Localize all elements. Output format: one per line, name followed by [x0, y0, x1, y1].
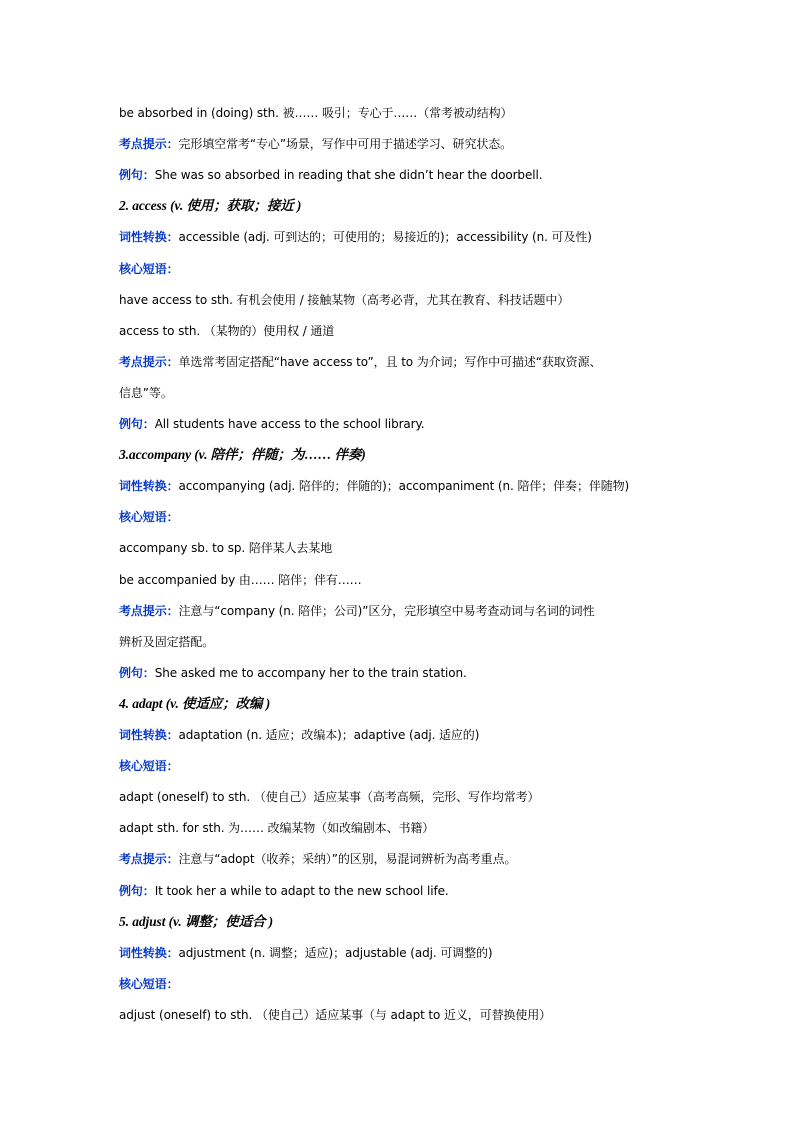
doc-line-phrase: [119, 539, 754, 557]
doc-line-heading: [119, 446, 754, 464]
doc-line-heading: [119, 913, 754, 931]
label-example: 例句：: [119, 665, 155, 680]
entry-heading: 5. adjust (v. 调整；使适合 ): [119, 913, 274, 929]
doc-line-conversion: [119, 228, 754, 246]
label-phrases: 核心短语：: [119, 510, 179, 525]
doc-line-example: [119, 415, 754, 433]
line-text: 单选常考固定搭配“have access to”，且 to 为介词；写作中可描述“获取资源、: [178, 354, 602, 369]
doc-line-phrase: [119, 104, 754, 122]
label-example: 例句：: [119, 883, 155, 898]
label-tip: 考点提示：: [119, 603, 179, 618]
doc-line-phrase: [119, 322, 754, 340]
line-text: 注意与“company (n. 陪伴；公司)”区分，完形填空中易考查动词与名词的词性: [178, 603, 595, 618]
doc-line-example: [119, 664, 754, 682]
line-text: It took her a while to adapt to the new school life.: [154, 883, 449, 898]
doc-line-phrases: [119, 757, 754, 775]
doc-line-tip: [119, 353, 754, 371]
line-text: She was so absorbed in reading that she didn’t hear the doorbell.: [154, 168, 543, 183]
label-conversion: 词性转换：: [119, 479, 179, 494]
line-text: access to sth. （某物的）使用权 / 通道: [119, 323, 335, 338]
doc-line-phrases: [119, 975, 754, 993]
label-phrases: 核心短语：: [119, 976, 179, 991]
entry-heading: 2. access (v. 使用；获取；接近 ): [119, 198, 302, 214]
line-text: 注意与“adopt（收养；采纳）”的区别，易混词辨析为高考重点。: [178, 852, 517, 867]
line-text: accompanying (adj. 陪伴的；伴随的)；accompaniment (n. 陪伴；伴奏；伴随物): [178, 479, 630, 494]
label-tip: 考点提示：: [119, 852, 179, 867]
entry-heading: 3.accompany (v. 陪伴；伴随；为…… 伴奏): [119, 447, 366, 463]
line-text: adapt sth. for sth. 为…… 改编某物（如改编剧本、书籍）: [119, 821, 435, 836]
doc-line-example: [119, 166, 754, 184]
line-text: adjust (oneself) to sth. （使自己）适应某事（与 adapt to 近义，可替换使用）: [119, 1007, 552, 1022]
doc-line-tip: [119, 850, 754, 868]
label-phrases: 核心短语：: [119, 261, 179, 276]
label-example: 例句：: [119, 417, 155, 431]
line-text: 信息”等。: [119, 385, 173, 400]
doc-line-conversion: [119, 726, 754, 744]
doc-line-phrase: [119, 788, 754, 806]
line-text: 辨析及固定搭配。: [119, 634, 215, 649]
line-text: adjustment (n. 调整；适应)；adjustable (adj. 可调整的): [178, 945, 493, 960]
line-text: have access to sth. 有机会使用 / 接触某物（高考必背，尤其在教育、科技话题中）: [119, 292, 570, 307]
doc-line-heading: [119, 695, 754, 713]
label-conversion: 词性转换：: [119, 230, 179, 245]
doc-line-example: [119, 882, 754, 900]
doc-line-phrases: [119, 260, 754, 278]
line-text: be accompanied by 由…… 陪伴；伴有……: [119, 572, 362, 587]
label-conversion: 词性转换：: [119, 945, 179, 960]
doc-line-conversion: [119, 944, 754, 962]
doc-line-heading: [119, 197, 754, 215]
doc-line-phrase: [119, 571, 754, 589]
doc-line-conversion: [119, 477, 754, 495]
line-text: She asked me to accompany her to the train station.: [154, 665, 467, 680]
label-phrases: 核心短语：: [119, 759, 179, 774]
line-text: adaptation (n. 适应；改编本)；adaptive (adj. 适应的): [178, 728, 480, 742]
doc-line-tip: [119, 135, 754, 153]
line-text: accessible (adj. 可到达的；可使用的；易接近的)；accessibility (n. 可及性): [178, 230, 592, 245]
line-text: adapt (oneself) to sth. （使自己）适应某事（高考高频，完形、写作均常考）: [119, 790, 540, 805]
doc-line-cont: [119, 633, 754, 651]
entry-heading: 4. adapt (v. 使适应；改编 ): [119, 695, 271, 711]
label-tip: 考点提示：: [119, 137, 179, 152]
label-conversion: 词性转换：: [119, 728, 179, 742]
line-text: be absorbed in (doing) sth. 被…… 吸引；专心于……（常考被动结构）: [119, 106, 513, 120]
doc-line-phrases: [119, 508, 754, 526]
label-tip: 考点提示：: [119, 354, 179, 369]
line-text: accompany sb. to sp. 陪伴某人去某地: [119, 541, 333, 556]
line-text: 完形填空常考“专心”场景，写作中可用于描述学习、研究状态。: [178, 137, 513, 152]
doc-line-cont: [119, 384, 754, 402]
doc-line-phrase: [119, 1006, 754, 1024]
label-example: 例句：: [119, 168, 155, 183]
line-text: All students have access to the school library.: [154, 417, 425, 431]
doc-line-phrase: [119, 819, 754, 837]
doc-line-tip: [119, 602, 754, 620]
doc-line-phrase: [119, 291, 754, 309]
